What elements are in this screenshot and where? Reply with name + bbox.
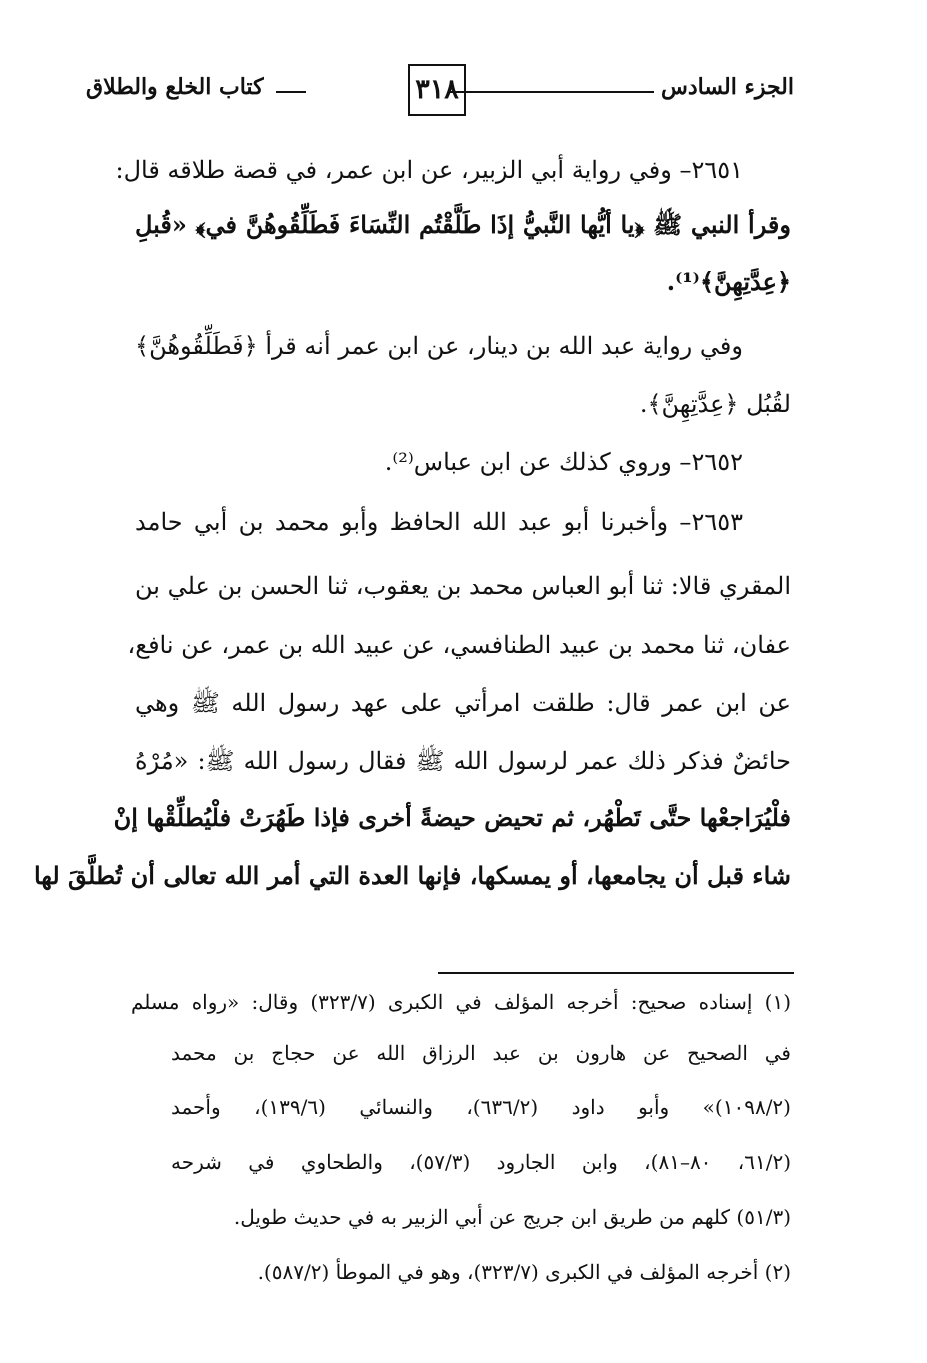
running-header [86, 64, 794, 126]
footnote-line: (٦١/٢، ٨٠–٨١)، وابن الجارود (٥٧/٣)، والطحاوي في شرحه [171, 1150, 792, 1174]
header-rule-right [449, 91, 654, 93]
body-line: ﴿عِدَّتِهِنَّ﴾⁽¹⁾. [666, 267, 791, 296]
page-number: ٣١٨ [408, 64, 466, 116]
body-line: شاء قبل أن يجامعها، أو يمسكها، فإنها العدة التي أمر الله تعالى أن تُطلَّقَ لها [33, 861, 791, 890]
header-rule-left [276, 91, 306, 93]
body-line: حائضٌ فذكر ذلك عمر لرسول الله ﷺ فقال رسول الله ﷺ: «مُرْهُ [135, 747, 791, 775]
body-line: ٢٦٥٢– وروي كذلك عن ابن عباس⁽²⁾. [384, 448, 743, 476]
body-line: ٢٦٥١– وفي رواية أبي الزبير، عن ابن عمر، في قصة طلاقه قال: [115, 156, 743, 184]
body-line: المقري قالا: ثنا أبو العباس محمد بن يعقوب، ثنا الحسن بن علي بن [135, 572, 791, 600]
footnote-line: (١) إسناده صحيح: أخرجه المؤلف في الكبرى (٣٢٣/٧) وقال: «رواه مسلم [131, 990, 791, 1014]
body-line: لقُبُل ﴿عِدَّتِهِنَّ﴾. [639, 390, 791, 418]
footnote-line: (٥١/٣) كلهم من طريق ابن جريج عن أبي الزبير به في حديث طويل. [233, 1205, 791, 1229]
body-line: عن ابن عمر قال: طلقت امرأتي على عهد رسول الله ﷺ وهي [135, 689, 791, 717]
body-line: وقرأ النبي ﷺ ﴿يا أيُّها النَّبيُّ إذَا طَلَّقْتُم النِّسَاءَ فَطَلِّقُوهُنَّ في﴾ «قُبلِ [135, 210, 791, 239]
footnote-line: في الصحيح عن هارون بن عبد الرزاق الله عن حجاج بن محمد [171, 1041, 791, 1065]
footnote-line: (١٠٩٨/٢)» وأبو داود (٦٣٦/٢)، والنسائي (١٣٩/٦)، وأحمد [171, 1095, 791, 1119]
body-line: عفان، ثنا محمد بن عبيد الطنافسي، عن عبيد الله بن عمر، عن نافع، [127, 631, 791, 659]
body-line: فلْيُرَاجعْها حتَّى تَطْهُر، ثم تحيض حيضةً أخرى فإذا طَهُرَتْ فلْيُطلِّقْها إنْ [113, 803, 791, 832]
footnote-line: (٢) أخرجه المؤلف في الكبرى (٣٢٣/٧)، وهو في الموطأ (٥٨٧/٢). [257, 1260, 791, 1284]
body-line: وفي رواية عبد الله بن دينار، عن ابن عمر أنه قرأ ﴿فَطَلِّقُوهُنَّ﴾ [135, 332, 743, 360]
chapter-title: كتاب الخلع والطلاق [86, 74, 264, 100]
footnote-separator [438, 972, 794, 974]
body-line: ٢٦٥٣– وأخبرنا أبو عبد الله الحافظ وأبو محمد بن أبي حامد [135, 508, 743, 536]
volume-label: الجزء السادس [661, 74, 794, 100]
